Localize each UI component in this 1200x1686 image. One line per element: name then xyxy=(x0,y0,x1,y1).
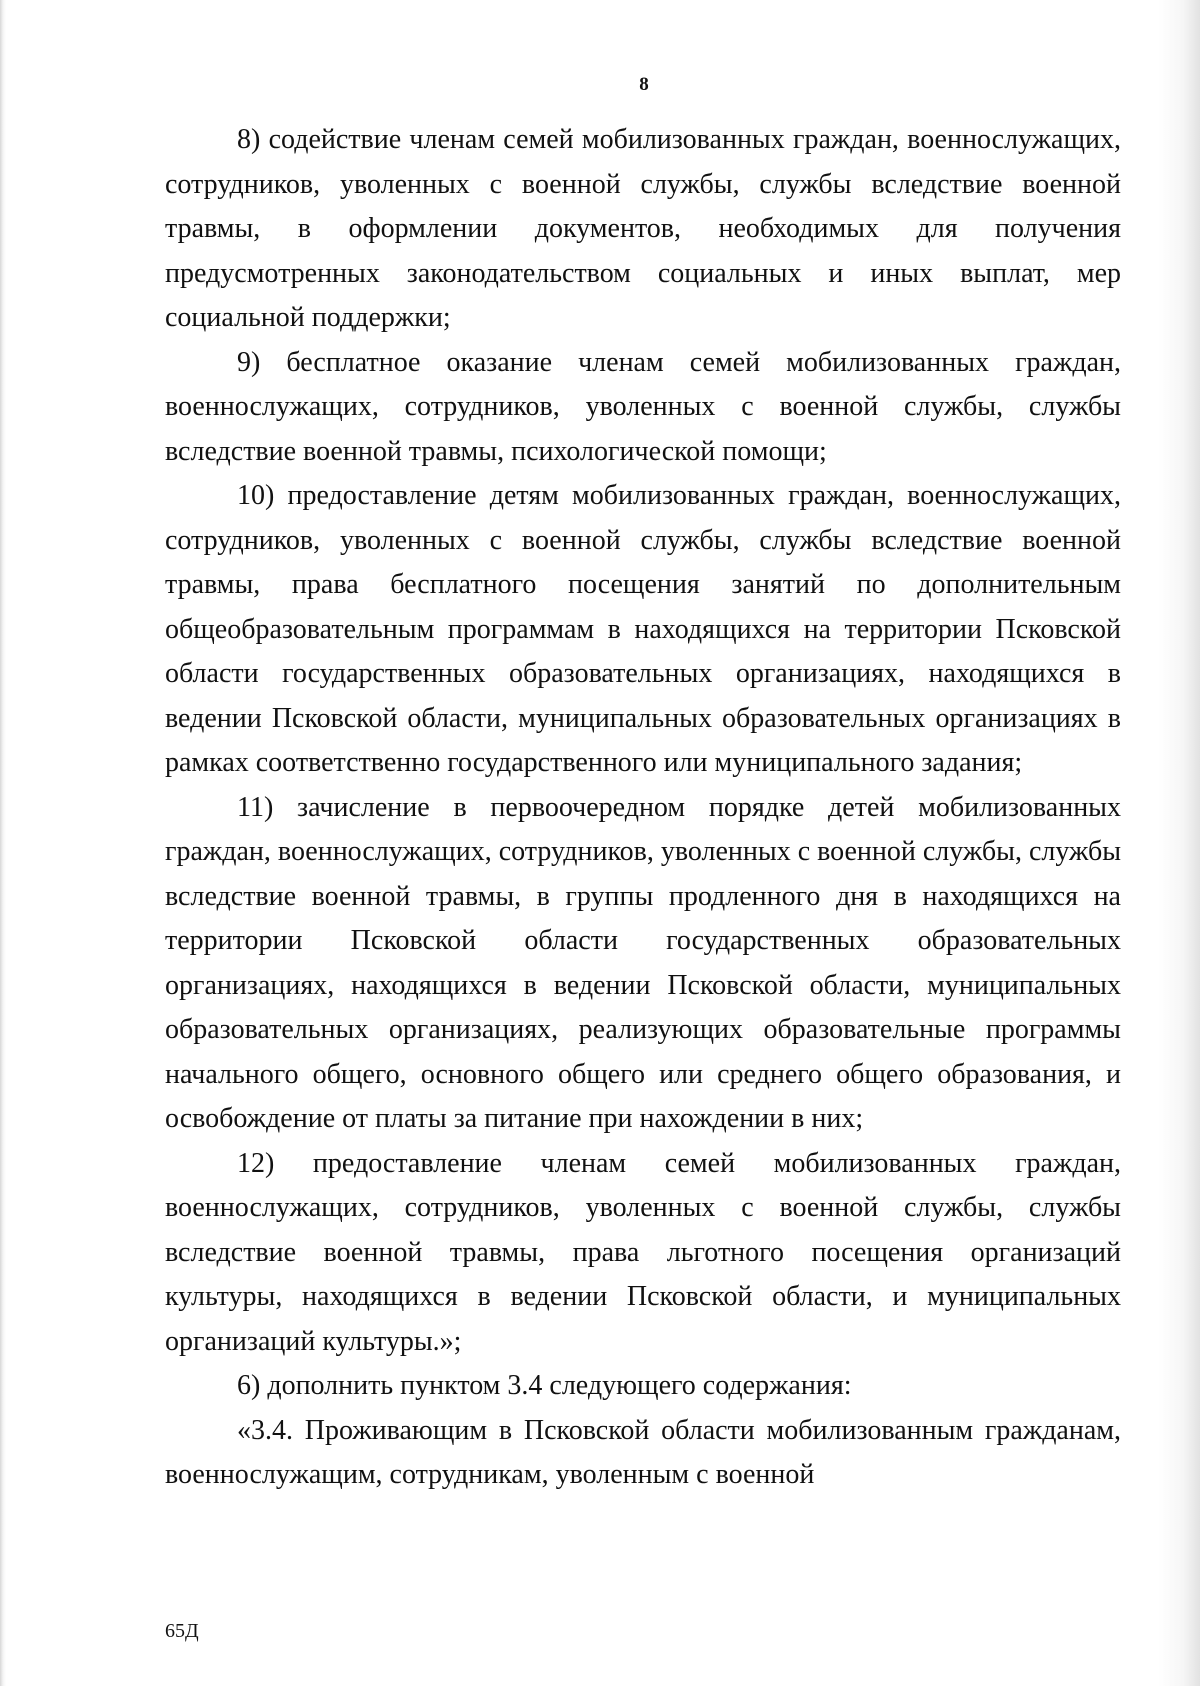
document-body xyxy=(165,118,1121,1498)
page-number: 8 xyxy=(639,74,649,95)
paragraph-clause-3-4: «3.4. Проживающим в Псковской области мобилизованным гражданам, военнослужащим, сотрудникам, уволенным с военной xyxy=(165,1414,1121,1490)
scan-edge-right xyxy=(1158,0,1200,1686)
scan-edge-left xyxy=(0,0,6,1686)
paragraph-item-9: 9) бесплатное оказание членам семей мобилизованных граждан, военнослужащих, сотрудников, уволенных с военной службы, службы вследствие военной травмы, психологической помощи; xyxy=(165,346,1121,467)
paragraph-amendment-6: 6) дополнить пунктом 3.4 следующего содержания: xyxy=(237,1370,852,1401)
paragraph-item-12: 12) предоставление членам семей мобилизованных граждан, военнослужащих, сотрудников, уволенных с военной службы, службы вследствие военной травмы, права льготного посещения организаций культуры, находящихся в ведении Псковской области, и муниципальных организаций культуры.»; xyxy=(165,1147,1121,1357)
paragraph-item-8: 8) содействие членам семей мобилизованных граждан, военнослужащих, сотрудников, уволенных с военной службы, службы вследствие военной травмы, в оформлении документов, необходимых для получения предусмотренных законодательством социальных и иных выплат, мер социальной поддержки; xyxy=(165,124,1121,333)
paragraph-item-10: 10) предоставление детям мобилизованных граждан, военнослужащих, сотрудников, уволенных с военной службы, службы вследствие военной травмы, права бесплатного посещения занятий по дополнительным общеобразовательным программам в находящихся на территории Псковской области государственных образовательных организациях, находящихся в ведении Псковской области, муниципальных образовательных организациях в рамках соответственно государственного или муниципального задания; xyxy=(165,480,1121,778)
paragraph-item-11: 11) зачисление в первоочередном порядке детей мобилизованных граждан, военнослужащих, сотрудников, уволенных с военной службы, службы вследствие военной травмы, в группы продленного дня в находящихся на территории Псковской области государственных образовательных организациях, находящихся в ведении Псковской области, муниципальных образовательных организациях, реализующих образовательные программы начального общего, основного общего или среднего общего образования, и освобождение от платы за питание при нахождении в них; xyxy=(165,791,1122,1134)
document-code: 65Д xyxy=(165,1620,199,1642)
